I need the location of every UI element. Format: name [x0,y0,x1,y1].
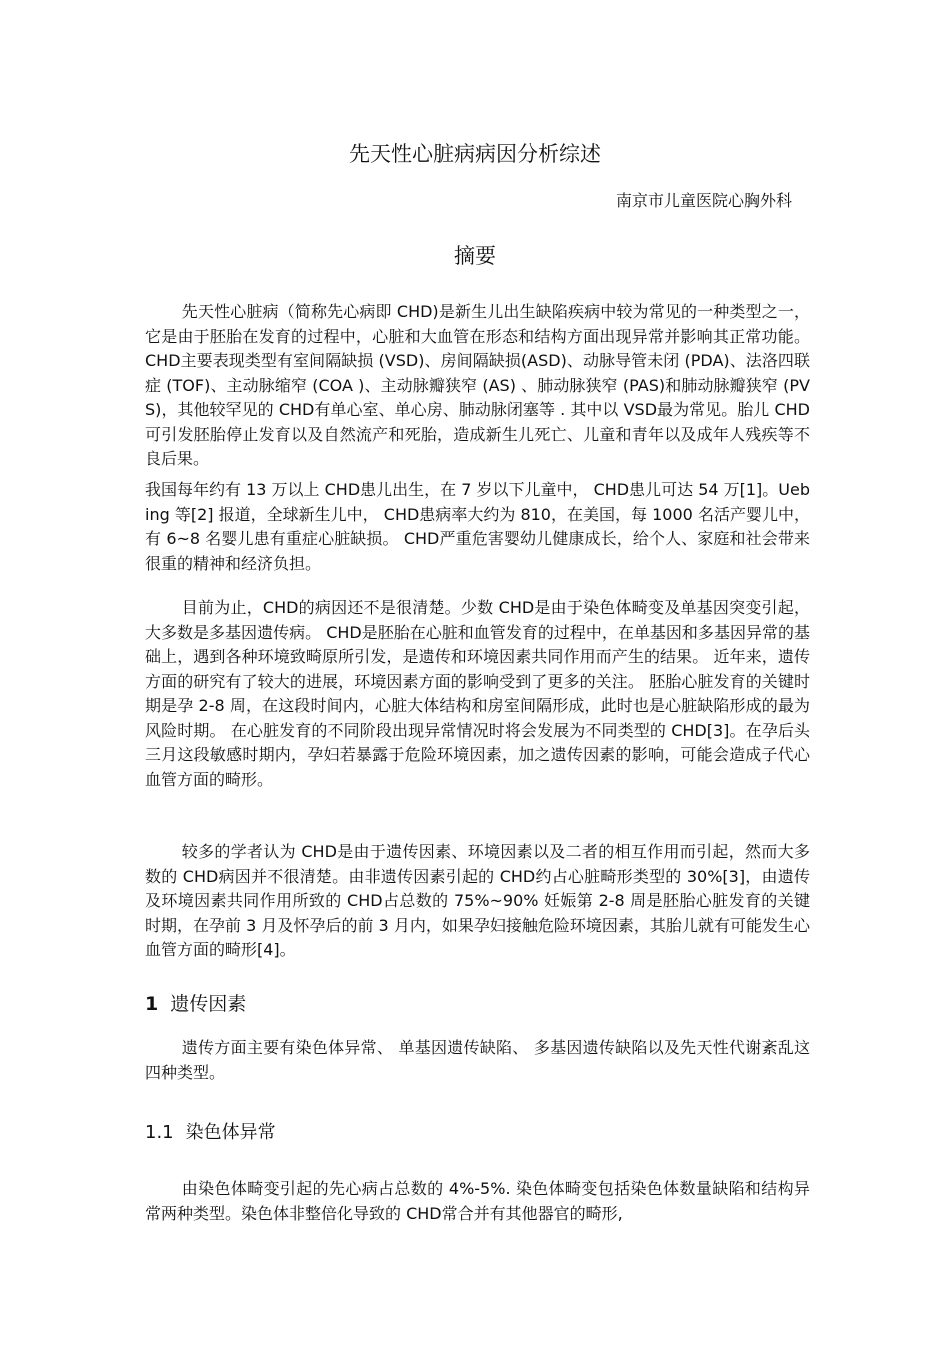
abstract-paragraph-1: 先天性心脏病（简称先心病即 CHD)是新生儿出生缺陷疾病中较为常见的一种类型之一，它是由于胚胎在发育的过程中，心脏和大血管在形态和结构方面出现异常并影响其正常功能。 CHD主要表现类型有室间隔缺损 (VSD)、房间隔缺损(ASD)、动脉导管未闭 (PDA)、法洛四联症 (TOF)、主动脉缩窄 (COA )、主动脉瓣狭窄 (AS) 、肺动脉狭窄 (PAS)和肺动脉瓣狭窄 (PVS)，其他较罕见的 CHD有单心室、单心房、肺动脉闭塞等 . 其中以 VSD最为常见。胎儿 CHD可引发胚胎停止发育以及自然流产和死胎，造成新生儿死亡、儿童和青年以及成年人残疾等不良后果。 [145,302,810,468]
section-1-paragraph: 遗传方面主要有染色体异常、 单基因遗传缺陷、 多基因遗传缺陷以及先天性代谢紊乱这四种类型。 [145,1038,810,1082]
subsection-heading-chromosome [145,1119,276,1147]
section-number: 1 [145,993,159,1015]
body-paragraph-4: 较多的学者认为 CHD是由于遗传因素、环境因素以及二者的相互作用而引起，然而大多数的 CHD病因并不很清楚。由非遗传因素引起的 CHD约占心脏畸形类型的 30%[3]，由遗传及环境因素共同作用所致的 CHD占总数的 75%~90% 妊娠第 2-8 周是胚胎心脏发育的关键时期，在孕前 3 月及怀孕后的前 3 月内，如果孕妇接触危险环境因素，其胎儿就有可能发生心血管方面的畸形[4]。 [145,842,810,959]
abstract-paragraph-2: 我国每年约有 13 万以上 CHD患儿出生，在 7 岁以下儿童中， CHD患儿可达 54 万[1]。Uebing 等[2] 报道，全球新生儿中， CHD患病率大约为 810，在美国，每 1000 名活产婴儿中，有 6~8 名婴儿患有重症心脏缺损。 CHD严重危害婴幼儿健康成长，给个人、家庭和社会带来很重的精神和经济负担。 [145,480,811,573]
document-title: 先天性心脏病病因分析综述 [349,142,601,166]
abstract-heading: 摘要 [454,244,496,268]
section-heading-genetic [145,990,246,1018]
body-paragraph-3: 目前为止，CHD的病因还不是很清楚。少数 CHD是由于染色体畸变及单基因突变引起，大多数是多基因遗传病。 CHD是胚胎在心脏和血管发育的过程中，在单基因和多基因异常的基础上，遇到各种环境致畸原所引发，是遗传和环境因素共同作用而产生的结果。 近年来，遗传方面的研究有了较大的进展，环境因素方面的影响受到了更多的关注。 胚胎心脏发育的关键时期是孕 2-8 周，在这段时间内，心脏大体结构和房室间隔形成，此时也是心脏缺陷形成的最为风险时期。 在心脏发育的不同阶段出现异常情况时将会发展为不同类型的 CHD[3]。在孕后头三月这段敏感时期内，孕妇若暴露于危险环境因素，加之遗传因素的影响，可能会造成子代心血管方面的畸形。 [145,598,810,789]
subsection-title: 染色体异常 [185,1122,276,1143]
subsection-number: 1.1 [145,1122,174,1143]
section-title: 遗传因素 [170,993,247,1015]
subsection-1-1-paragraph: 由染色体畸变引起的先心病占总数的 4%-5%. 染色体畸变包括染色体数量缺陷和结构异常两种类型。染色体非整倍化导致的 CHD常合并有其他器官的畸形, [145,1179,810,1223]
author-affiliation: 南京市儿童医院心胸外科 [615,191,792,210]
